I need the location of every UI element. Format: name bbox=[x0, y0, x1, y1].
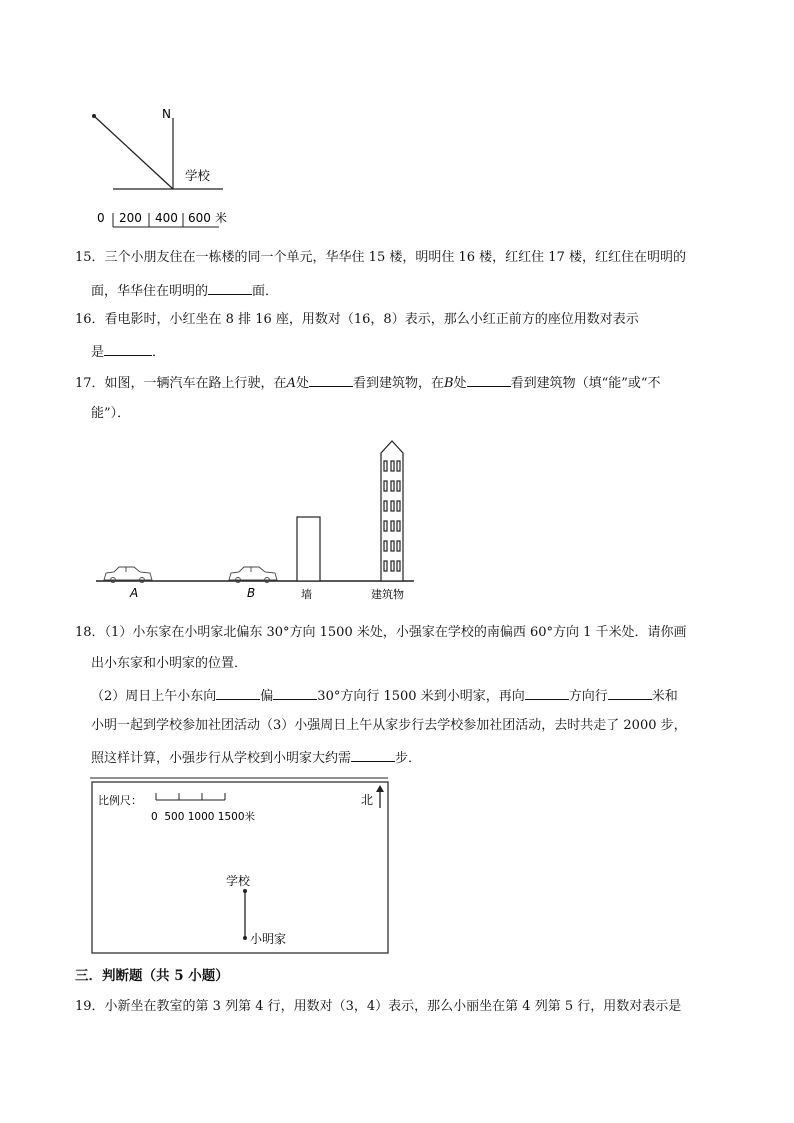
question-text: （2）周日上午小东向 bbox=[91, 689, 217, 704]
answer-blank[interactable] bbox=[608, 685, 652, 700]
scale-unit: 米 bbox=[215, 211, 228, 225]
building-icon bbox=[381, 441, 403, 581]
question-18-line2 bbox=[91, 654, 247, 674]
question-text: 是 bbox=[91, 345, 105, 360]
direction-map-figure bbox=[85, 100, 245, 230]
scale-label-0: 0 bbox=[97, 211, 105, 225]
car-a-icon bbox=[104, 567, 152, 583]
scale-values: 0 500 1000 1500米 bbox=[151, 811, 256, 823]
question-text: 能”）． bbox=[91, 406, 131, 421]
map-frame bbox=[92, 782, 388, 953]
answer-blank[interactable] bbox=[351, 747, 395, 762]
point-a: A bbox=[286, 376, 296, 391]
label-building: 建筑物 bbox=[371, 588, 404, 601]
question-text: 看到建筑物（填“能”或“不 bbox=[510, 376, 661, 391]
question-number: 17． bbox=[75, 376, 105, 391]
start-point bbox=[92, 114, 96, 118]
north-label: N bbox=[162, 107, 171, 121]
question-18-line5 bbox=[91, 747, 421, 769]
question-text: 如图，一辆汽车在路上行驶，在 bbox=[104, 376, 287, 391]
question-text: 看到建筑物，在 bbox=[352, 376, 444, 391]
school-label: 学校 bbox=[226, 874, 251, 888]
question-15-line2 bbox=[91, 280, 278, 302]
question-18 bbox=[75, 623, 687, 643]
question-text: 出小东家和小明家的位置． bbox=[91, 656, 248, 671]
question-18-line4 bbox=[91, 716, 687, 736]
question-text: 小新坐在教室的第 3 列第 4 行，用数对（3，4）表示，那么小丽坐在第 4 列第 5 行，用数对表示是 bbox=[104, 999, 682, 1014]
car-b-icon bbox=[229, 567, 277, 583]
question-number: 16． bbox=[75, 312, 105, 327]
scale-label-400: 400 bbox=[155, 211, 178, 225]
question-text: 米和 bbox=[651, 689, 678, 704]
answer-blank[interactable] bbox=[104, 341, 152, 356]
question-text: （1）小东家在小明家北偏东 30°方向 1500 米处，小强家在学校的南偏西 60°方向 1 千米处．请你画 bbox=[104, 625, 687, 640]
question-number: 18． bbox=[75, 625, 105, 640]
question-text: 偏 bbox=[260, 689, 274, 704]
question-text: 照这样计算，小强步行从学校到小明家大约需 bbox=[91, 751, 352, 766]
answer-blank[interactable] bbox=[467, 372, 511, 387]
home-label: 小明家 bbox=[250, 932, 287, 946]
question-text: 处 bbox=[295, 376, 309, 391]
road-figure bbox=[92, 435, 422, 605]
section-heading bbox=[75, 966, 229, 986]
question-text: 看电影时，小红坐在 8 排 16 座，用数对（16，8）表示，那么小红正前方的座位用数对表示 bbox=[104, 312, 639, 327]
point-b: B bbox=[443, 376, 454, 391]
path-line bbox=[94, 116, 173, 189]
question-18-part2 bbox=[91, 685, 678, 707]
question-text: 三个小朋友住在一栋楼的同一个单元，华华住 15 楼，明明住 16 楼，红红住 17 楼，红红住在明明的 bbox=[104, 250, 686, 265]
section-title: 三．判断题（共 5 小题） bbox=[75, 968, 229, 984]
question-16 bbox=[75, 310, 639, 330]
north-arrow-head bbox=[376, 785, 384, 792]
question-text: 30°方向行 1500 米到小明家，再向 bbox=[317, 689, 525, 704]
question-text: 面，华华住在明明的 bbox=[91, 284, 209, 299]
question-17-line2 bbox=[91, 404, 130, 424]
answer-blank[interactable] bbox=[525, 685, 569, 700]
question-19 bbox=[75, 997, 681, 1017]
question-text: 面． bbox=[252, 284, 279, 299]
north-label: 北 bbox=[361, 793, 374, 807]
question-number: 19． bbox=[75, 999, 105, 1014]
label-b: B bbox=[247, 586, 256, 600]
label-wall: 墙 bbox=[301, 588, 312, 601]
question-15 bbox=[75, 248, 686, 268]
question-text: 处 bbox=[453, 376, 467, 391]
home-point bbox=[243, 936, 247, 940]
question-text: ． bbox=[152, 345, 166, 360]
scale-label-200: 200 bbox=[119, 211, 142, 225]
answer-blank[interactable] bbox=[273, 685, 317, 700]
scale-label: 比例尺： bbox=[98, 794, 142, 807]
answer-blank[interactable] bbox=[208, 280, 252, 295]
label-a: A bbox=[130, 586, 139, 600]
answer-blank[interactable] bbox=[309, 372, 353, 387]
answer-blank[interactable] bbox=[216, 685, 260, 700]
wall-block bbox=[297, 517, 320, 581]
question-text: 步． bbox=[395, 751, 422, 766]
question-number: 15． bbox=[75, 250, 105, 265]
map-figure bbox=[88, 776, 394, 956]
question-text: 小明一起到学校参加社团活动（3）小强周日上午从家步行去学校参加社团活动，去时共走了 2000 步， bbox=[91, 718, 687, 733]
school-label: 学校 bbox=[185, 168, 211, 183]
question-16-line2 bbox=[91, 341, 165, 363]
scale-label-600: 600 bbox=[188, 211, 211, 225]
question-17 bbox=[75, 372, 661, 394]
question-text: 方向行 bbox=[568, 689, 608, 704]
